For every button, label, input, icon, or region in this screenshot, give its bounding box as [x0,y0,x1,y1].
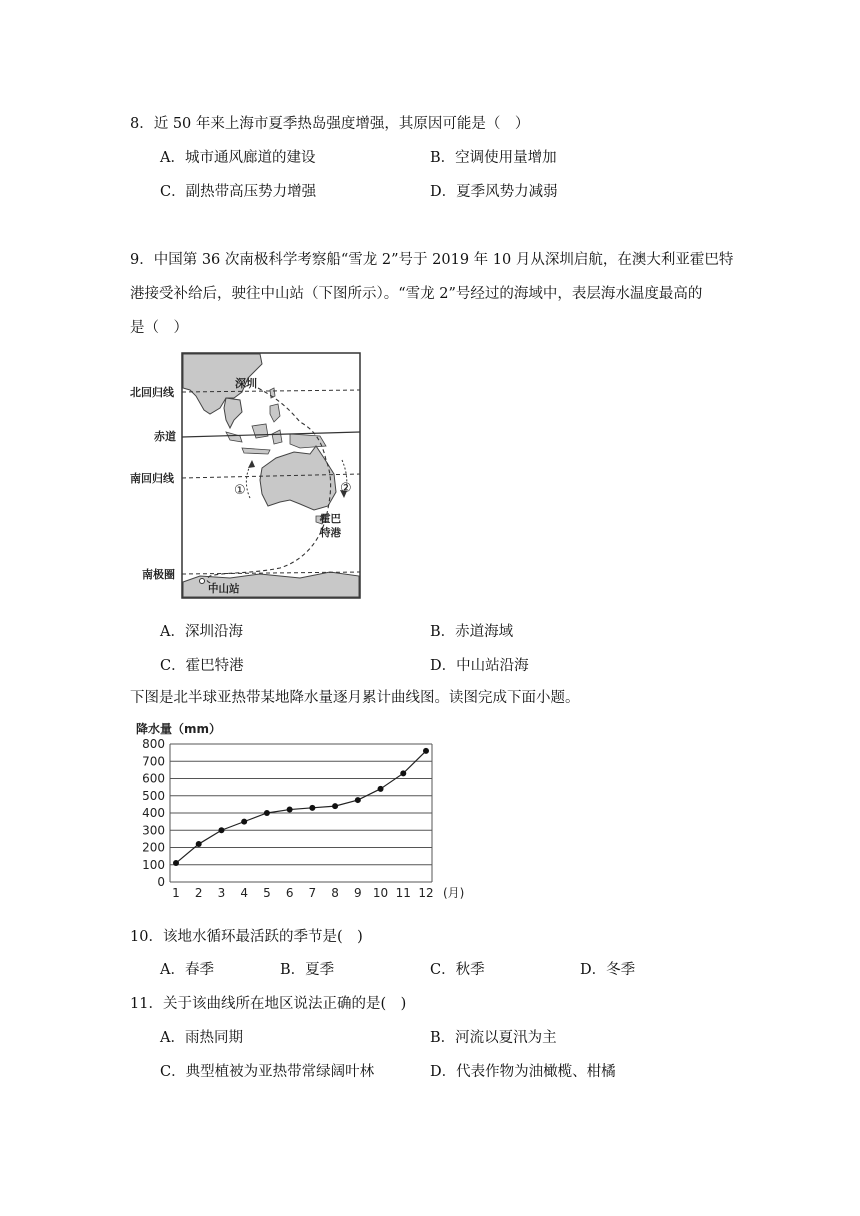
label-hobart-1: 霍巴 [320,513,341,525]
chart-xtick-label: 5 [263,886,271,900]
chart-xlabel: (月) [443,886,465,900]
chart-data-point [241,819,247,825]
q9-stem-line3: 是（ ） [130,320,188,336]
q8-option-c: C．副热带高压势力增强 [160,184,317,200]
chart-ytick-label: 400 [142,806,165,820]
q9-option-d: D．中山站沿海 [430,658,529,674]
precipitation-chart [130,718,470,903]
chart-data-point [196,841,202,847]
q8-option-d: D．夏季风势力减弱 [430,184,558,200]
route-map [130,350,370,605]
chart-data-point [355,797,361,803]
q8-stem: 8．近 50 年来上海市夏季热岛强度增强，其原因可能是（ ） [130,116,530,132]
chart-xtick-label: 6 [285,886,294,900]
q9-option-b: B．赤道海域 [430,624,514,640]
chart-data-point [173,860,179,866]
chart-xtick-label: 8 [331,886,339,900]
chart-data-point [309,805,315,811]
chart-ytick-label: 300 [142,823,165,838]
chart-data-point [378,786,384,792]
label-antarctic-circle: 南极圈 [142,568,175,581]
label-equator: 赤道 [154,430,176,443]
chart-xtick-label: 2 [194,886,203,900]
q10-option-b: B．夏季 [280,962,335,978]
chart-xtick-label: 3 [217,886,226,900]
chart-data-point [423,748,429,754]
chart-data-point [218,827,224,833]
label-tropic-north: 北回归线 [130,386,174,399]
chart-xtick-label: 10 [372,886,389,900]
chart-series-line [176,751,426,863]
chart-xtick-label: 7 [308,886,317,900]
q10-option-d: D．冬季 [580,962,636,978]
q11-option-d: D．代表作物为油橄榄、柑橘 [430,1064,616,1080]
chart-ytick-label: 0 [157,875,165,889]
chart-ylabel: 降水量（mm） [136,722,222,736]
q11-option-a: A．雨热同期 [160,1030,243,1046]
q10-option-a: A．春季 [160,962,214,978]
label-zhongshan: 中山站 [208,583,240,595]
label-shenzhen: 深圳 [235,377,257,390]
q10-stem: 10．该地水循环最活跃的季节是( ) [130,929,363,945]
chart-xtick-label: 12 [418,886,434,900]
chart-ytick-label: 200 [142,840,165,855]
chart-ytick-label: 700 [142,754,165,769]
chart-xtick-label: 4 [240,886,249,900]
chart-data-point [400,770,406,776]
q9-option-a: A．深圳沿海 [160,624,243,640]
zhongshan-station-dot [200,579,205,584]
chart-data-point [264,810,270,816]
chart-ytick-label: 600 [142,771,165,786]
chart-data-point [287,807,293,813]
q11-option-c: C．典型植被为亚热带常绿阔叶林 [160,1064,375,1080]
q8-option-a: A．城市通风廊道的建设 [160,150,316,166]
q9-stem-line2: 港接受补给后，驶往中山站（下图所示）。“雪龙 2”号经过的海域中，表层海水温度最高的 [130,286,703,302]
chart-xtick-label: 1 [172,886,180,900]
q11-option-b: B．河流以夏汛为主 [430,1030,557,1046]
chart-ytick-label: 100 [142,857,165,872]
q8-option-b: B．空调使用量增加 [430,150,557,166]
label-marker-2: ② [340,481,352,496]
q9-option-c: C．霍巴特港 [160,658,244,674]
chart-xtick-label: 11 [395,886,411,900]
label-tropic-south: 南回归线 [130,472,174,485]
q9-stem-line1: 9．中国第 36 次南极科学考察船“雪龙 2”号于 2019 年 10 月从深圳启航，在澳大利亚霍巴特 [130,252,734,268]
q11-stem: 11．关于该曲线所在地区说法正确的是( ) [130,996,407,1012]
chart-data-point [332,803,338,809]
chart-ytick-label: 800 [142,737,165,751]
intro-text: 下图是北半球亚热带某地降水量逐月累计曲线图。读图完成下面小题。 [130,690,580,706]
q10-option-c: C．秋季 [430,962,485,978]
chart-xtick-label: 9 [353,886,362,900]
chart-ytick-label: 500 [142,788,165,803]
label-hobart-2: 特港 [320,527,341,539]
label-marker-1: ① [234,483,246,498]
